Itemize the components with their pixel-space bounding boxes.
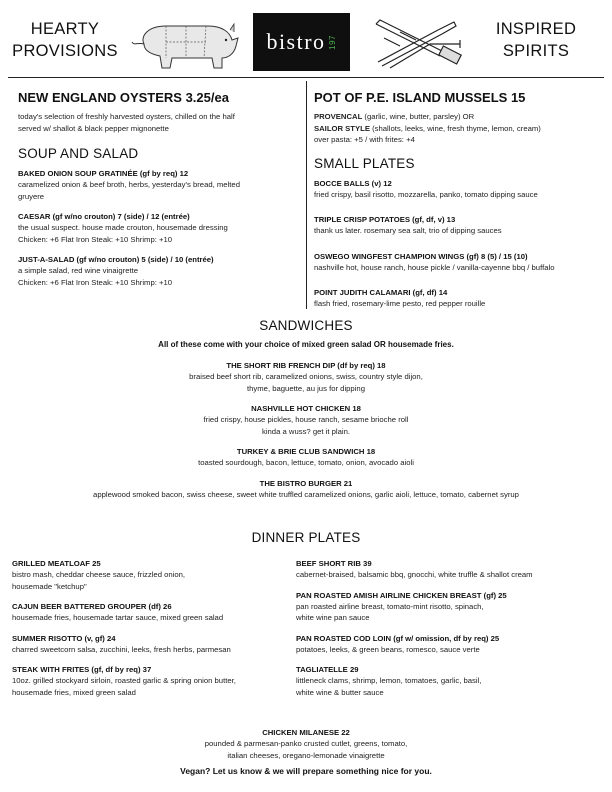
menu-item: [314, 251, 606, 274]
item-desc: the usual suspect. house made crouton, housemade dressing: [18, 223, 228, 232]
menu-item: [314, 214, 606, 237]
soup-salad-heading: SOUP AND SALAD: [18, 146, 139, 161]
right-column: [314, 90, 606, 319]
item-desc: caramelized onion & beef broth, herbs, yesterday's bread, melted: [18, 180, 240, 189]
header-left-tagline: [6, 18, 124, 62]
sandwiches-section: [0, 318, 612, 500]
mussels-extras: over pasta: +5 / with frites: +4: [314, 135, 415, 144]
item-desc: a simple salad, red wine vinaigrette: [18, 266, 139, 275]
header-left-line2: PROVISIONS: [12, 42, 118, 60]
header-right-line2: SPIRITS: [502, 42, 570, 60]
header-right-tagline: [477, 18, 595, 62]
item-name: TAGLIATELLE 29: [296, 665, 359, 674]
item-desc: Chicken: +6 Flat Iron Steak: +10 Shrimp: +10: [18, 277, 173, 287]
dinner-right-column: [296, 558, 596, 707]
item-name: NASHVILLE HOT CHICKEN 18: [251, 404, 361, 413]
vegan-note: Vegan? Let us know & we will prepare something nice for you.: [180, 766, 432, 776]
item-desc: thank us later. rosemary sea salt, trio of dipping sauces: [314, 226, 502, 235]
logo-number: 197: [327, 34, 337, 50]
item-name: THE BISTRO BURGER 21: [259, 478, 353, 488]
mussels-title: POT OF P.E. ISLAND MUSSELS 15: [314, 90, 526, 105]
menu-item: [0, 360, 612, 394]
item-name: SUMMER RISOTTO (v, gf) 24: [12, 633, 116, 643]
item-desc: toasted sourdough, bacon, lettuce, tomato, onion, avocado aioli: [198, 458, 414, 467]
item-name: GRILLED MEATLOAF 25: [12, 559, 101, 568]
left-column: [18, 90, 300, 297]
item-name: BEEF SHORT RIB 39: [296, 559, 372, 568]
mussels-option-sailor: [314, 123, 606, 135]
menu-item: [314, 287, 606, 310]
item-name: TRIPLE CRISP POTATOES (gf, df, v) 13: [314, 215, 456, 224]
item-name: OSWEGO WINGFEST CHAMPION WINGS (gf) 8 (5) / 15 (10): [314, 251, 528, 261]
item-desc: housemade fries, housemade tartar sauce, mixed green salad: [12, 613, 224, 622]
menu-item: [0, 403, 612, 437]
menu-item: [296, 664, 596, 698]
dinner-heading: DINNER PLATES: [251, 530, 361, 545]
oysters-desc-line1: today's selection of freshly harvested oysters, chilled on the half: [18, 112, 235, 121]
item-desc: housemade "ketchup": [12, 581, 87, 591]
item-name: CAESAR (gf w/no crouton) 7 (side) / 12 (entrée): [18, 212, 190, 221]
item-desc: Chicken: +6 Flat Iron Steak: +10 Shrimp: +10: [18, 234, 173, 244]
menu-item: [296, 633, 596, 656]
menu-item: [314, 178, 606, 201]
oysters-title: NEW ENGLAND OYSTERS 3.25/ea: [18, 90, 229, 105]
dinner-heading-block: [0, 530, 612, 546]
item-desc: white wine & butter sauce: [296, 687, 384, 697]
menu-item: [18, 211, 300, 245]
column-divider: [306, 81, 307, 309]
menu-item: [12, 664, 292, 698]
option-name: PROVENCAL: [314, 112, 363, 121]
item-desc: kinda a wuss? get it plain.: [261, 426, 351, 436]
item-name: POINT JUDITH CALAMARI (gf, df) 14: [314, 288, 448, 297]
item-desc: applewood smoked bacon, swiss cheese, sweet white truffled caramelized onions, garlic aioli, lettuce, tomato, cabernet syrup: [93, 489, 519, 499]
item-name: CHICKEN MILANESE 22: [262, 728, 350, 737]
dinner-left-column: [12, 558, 292, 707]
bistro-logo: [253, 13, 350, 71]
sandwiches-heading: SANDWICHES: [259, 318, 353, 333]
item-desc: potatoes, leeks, & green beans, romesco, sauce verte: [296, 644, 480, 654]
item-desc: fried crispy, house pickles, house ranch, sesame brioche roll: [203, 415, 409, 424]
item-name: TURKEY & BRIE CLUB SANDWICH 18: [236, 447, 376, 456]
item-name: BOCCE BALLS (v) 12: [314, 178, 392, 188]
item-desc: 10oz. grilled stockyard sirloin, roasted garlic & spring onion butter,: [12, 676, 236, 685]
menu-item: [12, 558, 292, 592]
header-left-line1: HEARTY: [30, 20, 100, 38]
item-desc: housemade fries, mixed green salad: [12, 687, 136, 697]
item-desc: thyme, baguette, au jus for dipping: [247, 383, 365, 393]
option-name: SAILOR STYLE: [314, 123, 370, 133]
header-divider: [8, 77, 604, 78]
item-name: CAJUN BEER BATTERED GROUPER (df) 26: [12, 602, 172, 611]
item-name: PAN ROASTED AMISH AIRLINE CHICKEN BREAST (gf) 25: [296, 590, 507, 600]
item-desc: flash fried, rosemary-lime pesto, red pepper rouille: [314, 299, 486, 308]
oysters-desc-line2: served w/ shallot & black pepper mignonette: [18, 123, 169, 133]
item-desc: bistro mash, cheddar cheese sauce, frizzled onion,: [12, 570, 186, 579]
menu-item: [12, 633, 292, 656]
header-right-line1: INSPIRED: [495, 20, 577, 38]
item-name: STEAK WITH FRITES (gf, df by req) 37: [12, 665, 152, 674]
item-desc: fried crispy, basil risotto, mozzarella, panko, tomato dipping sauce: [314, 189, 538, 199]
item-desc: braised beef short rib, caramelized onions, swiss, country style dijon,: [189, 372, 423, 381]
item-desc: white wine pan sauce: [296, 613, 370, 622]
menu-item: [0, 446, 612, 469]
pig-butcher-chart-icon: [126, 14, 242, 74]
item-name: THE SHORT RIB FRENCH DIP (df by req) 18: [226, 361, 386, 370]
option-desc: (garlic, wine, butter, parsley) OR: [362, 112, 475, 121]
item-desc: italian cheeses, oregano-lemonade vinaigrette: [227, 750, 385, 760]
menu-item: [12, 601, 292, 624]
menu-item: [18, 168, 300, 202]
sandwiches-subtitle: All of these come with your choice of mixed green salad OR housemade fries.: [158, 340, 454, 349]
item-name: JUST-A-SALAD (gf w/no crouton) 5 (side) / 10 (entrée): [18, 255, 214, 264]
logo-word: bistro: [266, 29, 326, 54]
item-desc: pounded & parmesan-panko crusted cutlet, greens, tomato,: [204, 739, 408, 748]
menu-item: [0, 478, 612, 501]
item-desc: pan roasted airline breast, tomato-mint risotto, spinach,: [296, 601, 484, 611]
item-desc: gruyere: [18, 191, 45, 201]
menu-item: [18, 254, 300, 288]
item-desc: nashville hot, house ranch, house pickle / vanilla-cayenne bbq / buffalo: [314, 262, 555, 272]
item-desc: charred sweetcorn salsa, zucchini, leeks, fresh herbs, parmesan: [12, 644, 231, 654]
option-desc: (shallots, leeks, wine, fresh thyme, lemon, cream): [369, 123, 541, 133]
menu-item: [296, 590, 596, 624]
small-plates-heading: SMALL PLATES: [314, 155, 415, 171]
item-desc: cabernet-braised, balsamic bbq, gnocchi, white truffle & shallot cream: [296, 570, 533, 579]
menu-item: [296, 558, 596, 581]
item-name: BAKED ONION SOUP GRATINÉE (gf by req) 12: [18, 169, 189, 178]
item-desc: littleneck clams, shrimp, lemon, tomatoes, garlic, basil,: [296, 676, 482, 685]
grill-utensils-icon: [370, 14, 466, 72]
mussels-option-provencal: [314, 111, 606, 123]
item-name: PAN ROASTED COD LOIN (gf w/ omission, df by req) 25: [296, 633, 500, 643]
milanese-block: [0, 727, 612, 777]
